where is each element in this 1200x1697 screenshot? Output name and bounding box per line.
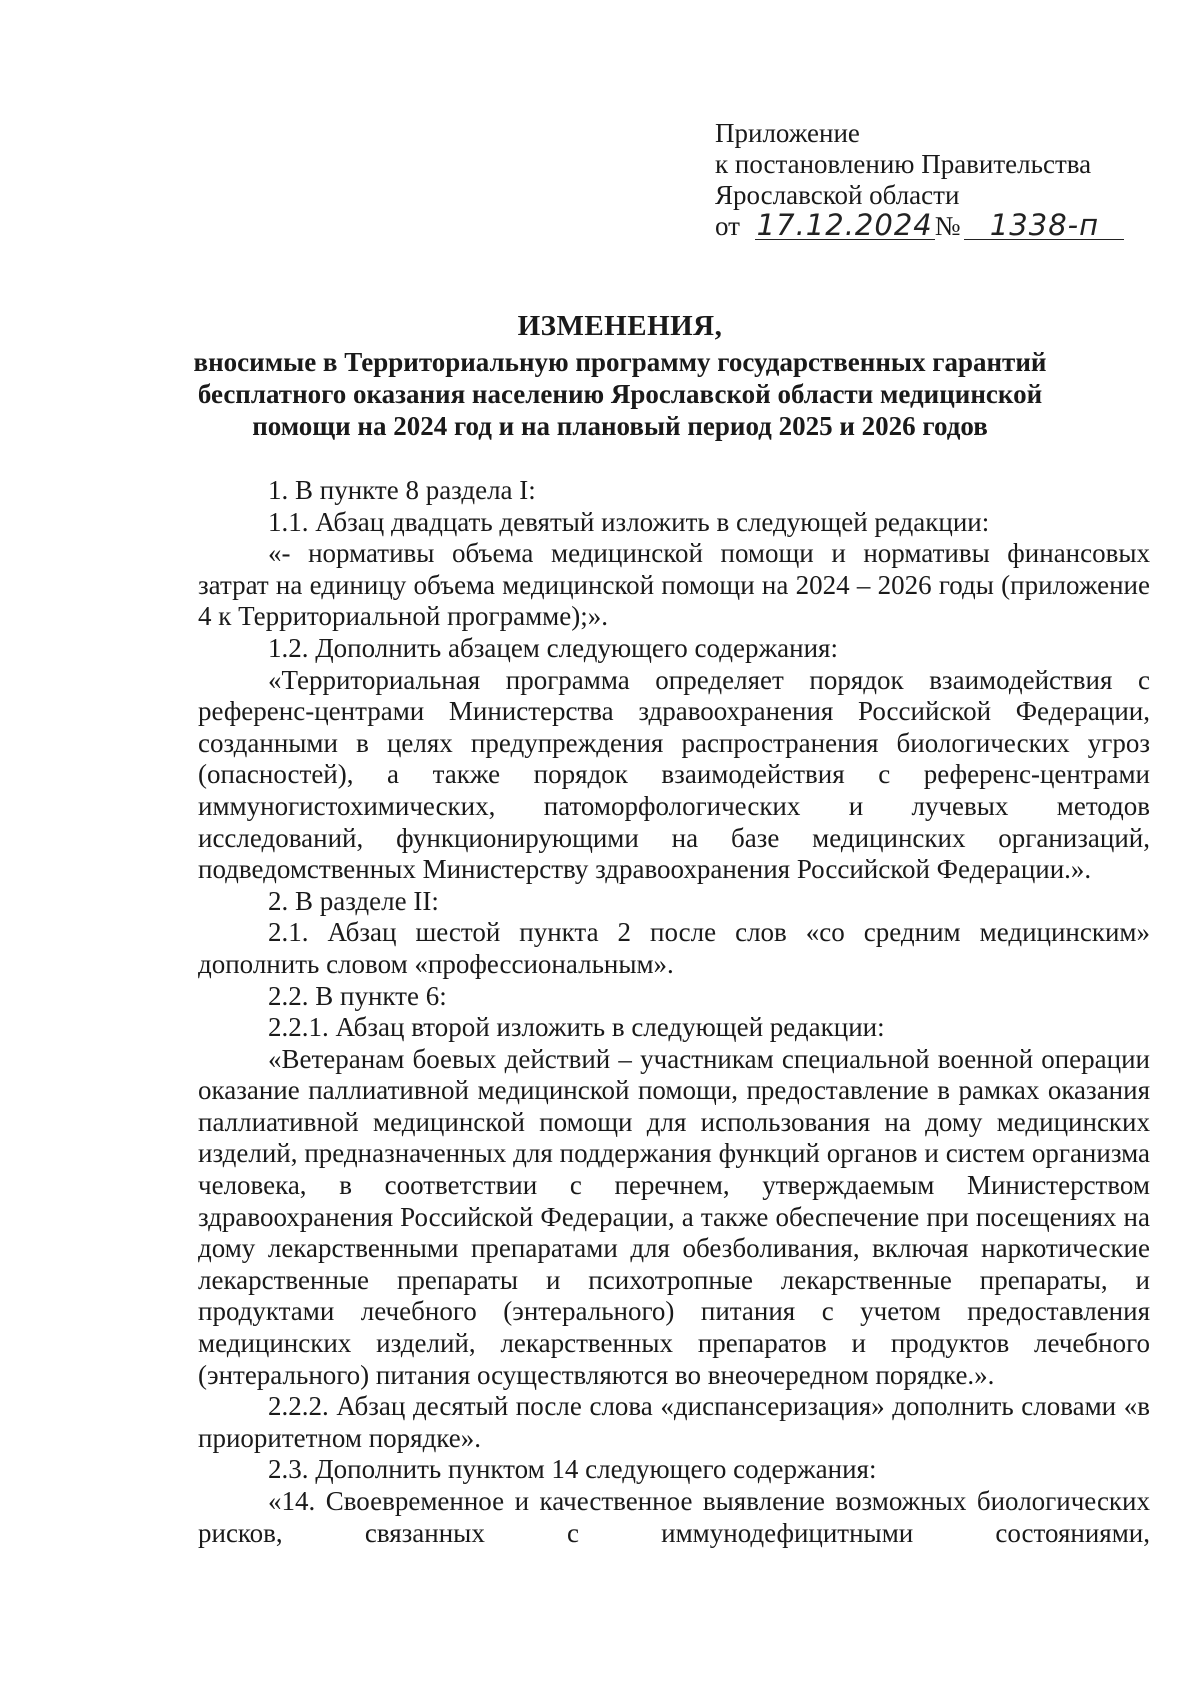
appendix-region-line: Ярославской области: [715, 180, 960, 210]
paragraph-2-2-2: 2.2.2. Абзац десятый после слова «диспансеризация» дополнить словами «в приоритетном порядке».: [198, 1391, 1150, 1453]
document-body: [198, 475, 1150, 1549]
paragraph-2-3: 2.3. Дополнить пунктом 14 следующего содержания:: [268, 1454, 877, 1485]
handwritten-number: 1338-п: [989, 208, 1100, 242]
number-prefix: №: [934, 211, 961, 241]
number-blank: [964, 208, 1124, 242]
paragraph-2-2-1: 2.2.1. Абзац второй изложить в следующей редакции:: [268, 1012, 885, 1043]
date-blank: [755, 208, 935, 242]
handwritten-date: 17.12.2024: [756, 208, 933, 242]
appendix-date-line: [715, 208, 1124, 242]
paragraph-2-2-1-text: «Ветеранам боевых действий – участникам специальной военной операции оказание паллиативной медицинской помощи, предоставление в рамках оказания паллиативной медицинской помощи для использования на дому медицинских изделий, предназначенных для поддержания функций органов и систем организма человека, в соответствии с перечнем, утверждаемым Министерством здравоохранения Российской Федерации, а также обеспечение при посещениях на дому лекарственными препаратами для обезболивания, включая наркотические лекарственные препараты и психотропные лекарственные препараты, и продуктами лечебного (энтерального) питания с учетом предоставления медицинских изделий, лекарственных препаратов и продуктов лечебного (энтерального) питания осуществляются во внеочередном порядке.».: [198, 1043, 1150, 1390]
document-heading: [180, 310, 1060, 442]
paragraph-2-1: 2.1. Абзац шестой пункта 2 после слов «со средним медицинским» дополнить словом «профессиональным».: [198, 917, 1150, 979]
heading-title: ИЗМЕНЕНИЯ,: [517, 310, 723, 342]
paragraph-1: 1. В пункте 8 раздела I:: [268, 475, 536, 505]
paragraph-2-2: 2.2. В пункте 6:: [268, 980, 447, 1011]
appendix-title: Приложение: [715, 118, 860, 148]
heading-subtitle-line-2: бесплатного оказания населению Ярославской области медицинской: [197, 379, 1043, 409]
heading-subtitle-line-3: помощи на 2024 год и на плановый период 2025 и 2026 годов: [252, 411, 988, 441]
paragraph-1-2-text: «Территориальная программа определяет порядок взаимодействия с референс-центрами Министерства здравоохранения Российской Федерации, созданными в целях предупреждения распространения биологических угроз (опасностей), а также порядок взаимодействия с референс-центрами иммуногистохимических, патоморфологических и лучевых методов исследований, функционирующими на базе медицинских организаций, подведомственных Министерству здравоохранения Российской Федерации.».: [198, 664, 1150, 885]
paragraph-1-1-text: «- нормативы объема медицинской помощи и нормативы финансовых затрат на единицу объема медицинской помощи на 2024 – 2026 годы (приложение 4 к Территориальной программе);».: [198, 538, 1150, 632]
appendix-resolution-line: к постановлению Правительства: [715, 149, 1092, 179]
paragraph-2: 2. В разделе II:: [268, 885, 439, 916]
heading-subtitle-line-1: вносимые в Территориальную программу государственных гарантий: [193, 347, 1047, 377]
paragraph-1-1: 1.1. Абзац двадцать девятый изложить в следующей редакции:: [268, 506, 990, 537]
date-prefix: от: [715, 211, 740, 241]
appendix-block: [715, 118, 1124, 242]
paragraph-1-2: 1.2. Дополнить абзацем следующего содержания:: [268, 632, 838, 663]
paragraph-2-3-text: «14. Своевременное и качественное выявление возможных биологических рисков, связанных с иммунодефицитными состояниями,: [198, 1486, 1150, 1548]
